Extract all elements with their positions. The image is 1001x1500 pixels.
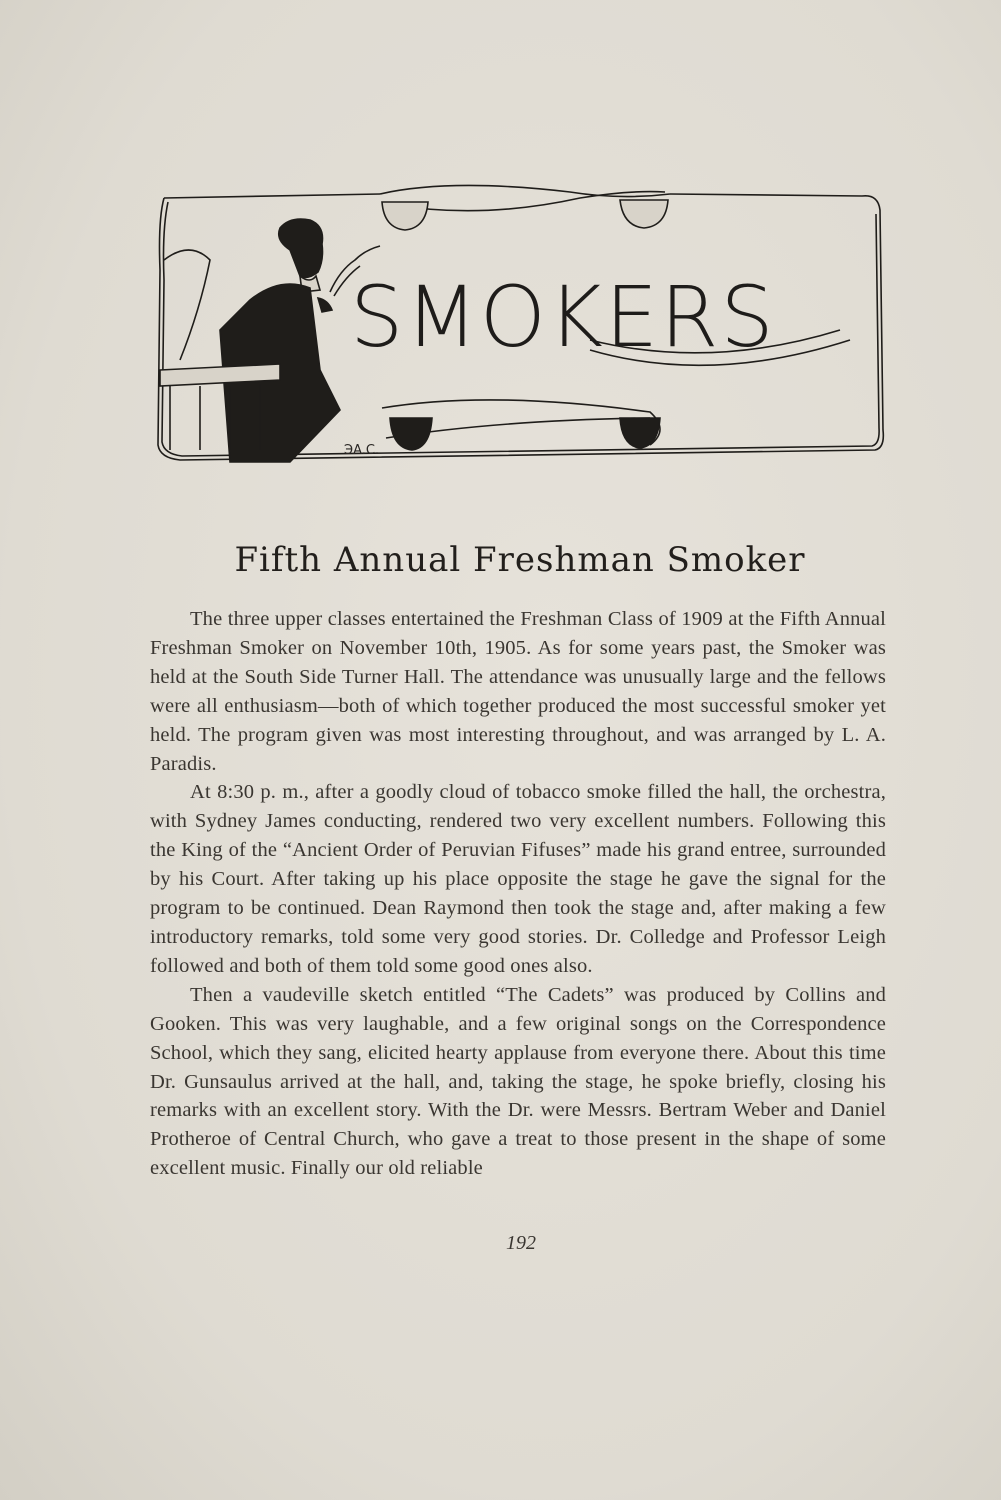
frame-top-left	[164, 194, 380, 198]
paragraph-1: The three upper classes entertained the Freshman Class of 1909 at the Fifth Annual Freshman Smoker on November 10th, 1905. As for some years past, the Smoker was held at the South Side Turner Hall. The attendance was unusually large and the fellows were all enthusiasm—both of which together produced the most successful smoker yet held. The program given was most interesting throughout, and was arranged by L. A. Paradis.	[150, 608, 886, 775]
bottom-left-pipe-bowl	[390, 418, 432, 450]
paragraph-3: Then a vaudeville sketch entitled “The Cadets” was produced by Collins and Gooken. This was very laughable, and a few original songs on the Correspondence School, which they sang, elicited hearty applause from everyone there. About this time Dr. Gunsaulus arrived at the hall, and, taking the stage, he spoke briefly, closing his remarks with an excellent story. With the Dr. were Messrs. Bertram Weber and Daniel Protheroe of Central Church, who gave a treat to those present in the shape of some excellent music. Finally our old reliable	[150, 983, 886, 1180]
top-right-pipe-bowl	[620, 200, 668, 228]
page-number: 192	[506, 1232, 536, 1254]
artist-signature: ЭA.C.	[344, 443, 380, 458]
article-body	[150, 605, 886, 1183]
top-left-pipe-bowl	[382, 202, 428, 230]
smokers-header-illustration	[150, 180, 890, 470]
paragraph-2: At 8:30 p. m., after a goodly cloud of tobacco smoke filled the hall, the orchestra, with Sydney James conducting, rendered two very excellent numbers. Following this the King of the “Ancient Order of Peruvian Fifuses” made his grand entree, surrounded by his Court. After taking up his place opposite the stage he gave the signal for the program to be continued. Dean Raymond then took the stage and, after making a few introductory remarks, told some very good stories. Dr. Colledge and Professor Leigh followed and both of them told some good ones also.	[150, 781, 886, 977]
smoker-head-hair	[279, 219, 323, 277]
smoker-pipe	[318, 298, 332, 312]
article-title: Fifth Annual Freshman Smoker	[234, 540, 806, 580]
bottom-right-pipe-bowl	[620, 418, 660, 448]
top-pipe-stem-a	[380, 185, 670, 196]
chair-back-lines	[164, 250, 210, 360]
banner-title: SMOKERS	[350, 268, 776, 366]
